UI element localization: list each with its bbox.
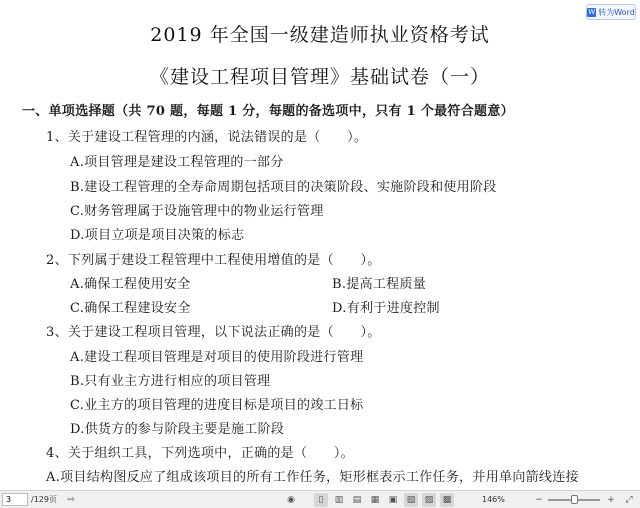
zoom-level: 146% [482, 495, 505, 504]
book-view-icon[interactable]: ▦ [370, 495, 380, 505]
document-title: 2019 年全国一级建造师执业资格考试 [150, 24, 490, 46]
convert-to-word-button[interactable] [586, 4, 636, 20]
question-stem: 2、下列属于建设工程管理中工程使用增值的是（ ）。 [46, 253, 381, 268]
option-text: B.建设工程管理的全寿命周期包括项目的决策阶段、实施阶段和使用阶段 [70, 180, 497, 195]
page-number-input[interactable] [2, 493, 28, 506]
option-text: B.提高工程质量 [332, 277, 427, 292]
option-text: C.业主方的项目管理的进度目标是项目的竣工日标 [70, 398, 364, 413]
actual-size-icon[interactable]: ▨ [422, 493, 436, 507]
document-subtitle: 《建设工程项目管理》基础试卷（一） [149, 66, 490, 88]
question-stem: 4、关于组织工具，下列选项中，正确的是（ ）。 [46, 446, 354, 461]
total-pages: /129页 [31, 495, 57, 504]
option-text: B.只有业主方进行相应的项目管理 [70, 374, 271, 389]
section-heading: 一、单项选择题（共 70 题，每题 1 分，每题的备选项中，只有 1 个最符合题意） [22, 104, 514, 119]
option-text: A.确保工程使用安全 [70, 277, 191, 292]
thumbnail-view-icon[interactable]: ▩ [440, 493, 454, 507]
zoom-out-icon[interactable]: − [535, 495, 543, 505]
eye-icon[interactable]: ◉ [287, 495, 295, 505]
option-text: C.财务管理属于设施管理中的物业运行管理 [70, 204, 324, 219]
single-page-view-icon[interactable]: ▯ [314, 493, 328, 507]
reader-toolbar [0, 490, 640, 508]
fullscreen-icon[interactable]: ⤢ [625, 495, 633, 505]
convert-to-word-label: 转为Word [598, 7, 635, 17]
question-stem: 1、关于建设工程管理的内涵，说法错误的是（ ）。 [46, 130, 368, 145]
option-text: A.建设工程项目管理是对项目的使用阶段进行管理 [70, 350, 364, 365]
option-text: A.项目结构图反应了组成该项目的所有工作任务，矩形框表示工作任务，并用单向箭线连接 [46, 470, 579, 485]
next-page-icon[interactable]: ⇨ [67, 495, 75, 505]
option-text: D.有利于进度控制 [332, 301, 440, 316]
fit-width-icon[interactable]: ▣ [388, 495, 398, 505]
zoom-slider-handle[interactable] [571, 495, 578, 504]
option-text: D.供货方的参与阶段主要是施工阶段 [70, 422, 285, 437]
zoom-in-icon[interactable]: + [607, 495, 615, 505]
option-text: C.确保工程建设安全 [70, 301, 191, 316]
option-text: A.项目管理是建设工程管理的一部分 [70, 155, 284, 170]
question-stem: 3、关于建设工程项目管理，以下说法正确的是（ ）。 [46, 325, 381, 340]
option-text: D.项目立项是项目决策的标志 [70, 228, 245, 243]
fit-page-icon[interactable]: ▧ [404, 493, 418, 507]
two-page-view-icon[interactable]: ▥ [334, 495, 344, 505]
word-icon: W [588, 7, 596, 16]
continuous-view-icon[interactable]: ▤ [352, 495, 362, 505]
